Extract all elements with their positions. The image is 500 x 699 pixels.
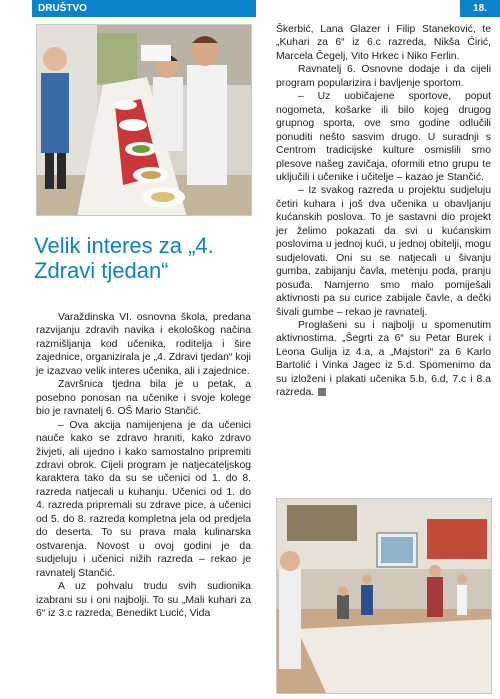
paragraph: – Uz uobičajene sportove, poput nogometa, košarke ili bilo kojeg drugog grupnog sporta, ove smo godine odlučili ponuditi nešto sasvim drugo. U suradnji s Centrom tradicijske kulture osmislili smo plesove našeg zavičaja, oformili etno grupu te uključili i učenike i učitelje – kazao je Stančić. [276,91,491,183]
paragraph: – Iz svakog razreda u projektu sudjeluju četiri kuhara i još dva učenika u obavljanju kućanskih poslova. To je sastavni dio projekt jer želimo pokazati da svi u kućanskim poslovima u jednoj kući, u jednoj obitelji, mogu sudjelovati. Oni su se natjecali u šivanju gumba, zabijanju čavla, metenju poda, pranju posuđa. Namjerno smo malo pomiješali aktivnosti pa su curice zabijale čavle, a dečki šivali gumbe – rekao je ravnatelj. [276,185,491,318]
end-of-article-icon [318,388,326,396]
paragraph: Varaždinska VI. osnovna škola, predana razvijanju zdravih navika i ekološkog načina razmišljanja kod učenika, roditelja i šire zajednice, organizirala je „4. Zdravi tjedan“ koji je izazvao velik interes učenika, ali i zajednice. [36,312,251,377]
paragraph-final [276,319,491,400]
article-title: Velik interes za „4. Zdravi tjedan“ [34,233,214,283]
photo-cooking-icon [37,25,252,216]
paragraph: Završnica tjedna bila je u petak, a posebno ponosan na učenike i svoje kolege bio je ravnatelj 6. OŠ Mario Stančić. [36,379,251,418]
paragraph-final-text: Proglašeni su i najbolji u spomenutim aktivnostima. „Šegrti za 6“ su Petar Burek i Leona Gulija iz 4.a, a „Majstori“ za 6 Karlo Bartolić i Vinka Jagec iz 5.d. Spomenimo da su izloženi i plakati učenika 5.b, 6.d, 7.c i 8.a razreda. [276,319,491,399]
photo-gym-activity-icon [277,499,492,694]
header-bar [0,0,500,17]
photo-cooking [36,24,252,216]
paragraph: – Ova akcija namijenjena je da učenici nauče kako se zdravo hraniti, kako zdravo živjeti, ali ujedno i kako samostalno pripremiti zdravi obrok. Cijeli program je natjecateljskog karaktera tako da su se učenici od 1. do 8. razreda natjecali u kuhanju. Učenici od 1. do 4. razreda pripremali su zdrave pice, a učenici od 5. do 8. razreda kompletna jela od predjela do deserta. To su prava mala kulinarska ostvarenja. Novost u ovoj godini je da sudjeluju i učenici nižih razreda – rekao je ravnatelj Stančić. [36,419,251,579]
paragraph: Škerbić, Lana Glazer i Filip Staneković, te „Kuhari za 6“ iz 6.c razreda, Nikša Ćirić, Marcela Čegelj, Vito Hrkec i Niko Ferlin. [276,24,491,62]
paragraph: A uz pohvalu trudu svih sudionika izabrani su i oni najbolji. To su „Mali kuhari za 6“ iz 3.c razreda, Benedikt Lucić, Vida [36,581,251,619]
article-column-right [276,23,491,400]
article-column-left [36,311,251,620]
photo-gym-activity [276,498,492,694]
page-number: 18. [460,0,500,17]
paragraph: Ravnatelj 6. Osnovne dodaje i da cijeli program popularizira i bavljenje sportom. [276,64,491,89]
section-label: DRUŠTVO [32,0,256,17]
